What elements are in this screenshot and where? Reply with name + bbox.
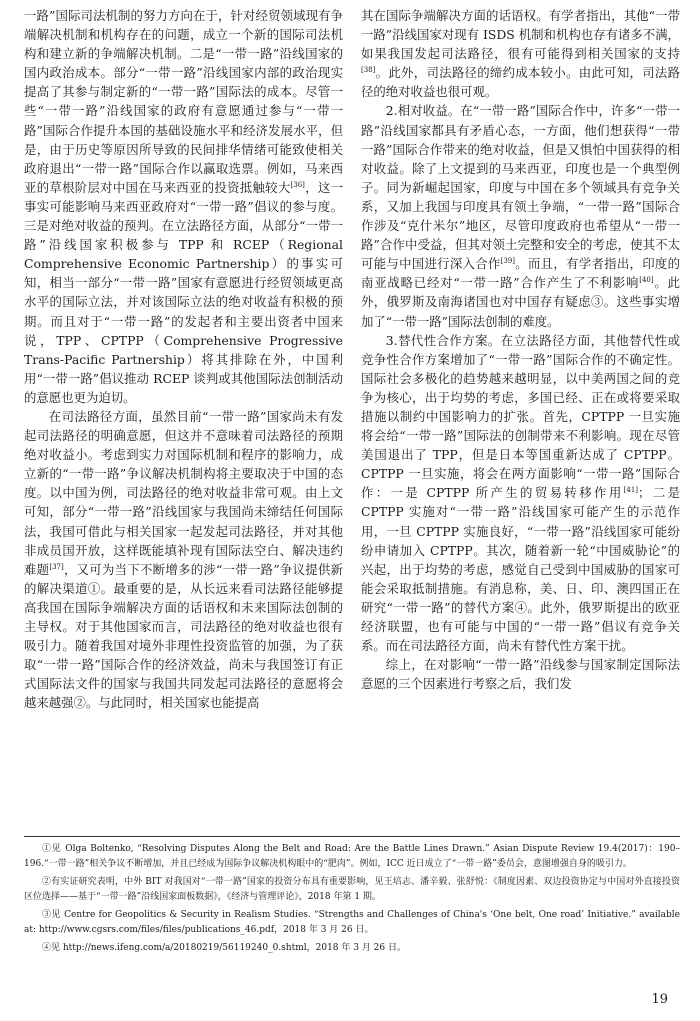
footnote-2: ②有实证研究表明，中外 BIT 对我国对“一带一路”国家的投资分布具有重要影响，见王培志、潘辛毅、张舒悦：《制度因素、双边投资协定与中国对外直接投资区位选择——基于“一带一路”沿线国家面板数据》，《经济与管理评论》，2018 年第 1 期。 <box>24 877 680 902</box>
citation-marker: [41] <box>623 486 639 495</box>
body-columns <box>24 6 680 831</box>
paper-page <box>24 6 680 1016</box>
footnotes <box>24 842 680 959</box>
citation-marker: [40] <box>639 276 654 285</box>
left-column <box>24 6 343 831</box>
right-column <box>361 6 680 831</box>
footnote-4: ④见 http://news.ifeng.com/a/20180219/56119240_0.shtml，2018 年 3 月 26 日。 <box>42 943 406 953</box>
paragraph-summary: 综上，在对影响“一带一路”沿线参与国家制定国际法意愿的三个因素进行考察之后，我们发 <box>361 657 680 692</box>
paragraph-alternatives: 3.替代性合作方案。在立法路径方面，其他替代性或竞争性合作方案增加了“一带一路”国际合作的不确定性。国际社会多极化的趋势越来越明显，以中美两国之间的竞争为核心，出于均势的考虑，多国已经、正在或将要采取措施以制约中国影响力的扩张。首先，CPTPP 一旦实施将会给“一带一路”国际法的创制带来不利影响。现在尽管美国退出了 TPP，但是日本等国重新达成了 CPTPP。CPTPP 一旦实施，将会在两方面影响“一带一路”国际合作：一是 CPTPP 所产生的贸易转移作用[41]；二是 CPTPP 实施对“一带一路”沿线国家可能产生的示范作用，一旦 CPTPP 实施良好，“一带一路”沿线国家可能纷纷申请加入 CPTPP。其次，随着新一轮“中国威胁论”的兴起，出于均势的考虑，感觉自己受到中国威胁的国家可能会采取抵制措施。有消息称，美、日、印、澳四国正在研究“一带一路”的替代方案④。此外，俄罗斯提出的欧亚经济联盟，也有可能与中国的“一带一路”倡议有竞争关系。而在司法路径方面，尚未有替代性方案干扰。 <box>361 332 680 654</box>
citation-marker: [37] <box>49 562 64 571</box>
footnote-divider <box>24 836 680 837</box>
citation-marker: [38] <box>361 66 376 75</box>
paragraph: 其在国际争端解决方面的话语权。有学者指出，其他“一带一路”沿线国家对现有 ISDS 机制和机构也存有诸多不满，如果我国发起司法路径，很有可能得到相关国家的支持[38]。此外，司法路径的缔约成本较小。由此可知，司法路径的绝对收益也很可观。 <box>361 8 680 100</box>
paragraph: 一路”国际司法机制的努力方向在于，针对经贸领域现有争端解决机制和机构存在的问题，成立一个新的国际司法机构和建立新的争端解决机制。二是“一带一路”沿线国家的国内政治成本。部分“一带一路”沿线国家内部的政治现实提高了其参与制定新的“一带一路”国际法的成本。尽管一些“一带一路”沿线国家的政府有意愿通过参与“一带一路”国际合作提升本国的基础设施水平和经济发展水平，但是，由于历史等原因所导致的民间排华情绪可能致使相关政府退出“一带一路”国际合作以赢取选票。例如，马来西亚的草根阶层对中国在马来西亚的投资抵触较大[36]，这一事实可能影响马来西亚政府对“一带一路”倡议的参与度。三是对绝对收益的预判。在立法路径方面，从部分“一带一路”沿线国家积极参与 TPP 和 RCEP（Regional Comprehensive Economic Partnership）的事实可知，相当一部分“一带一路”国家有意愿进行经贸领域更高水平的国际立法，并对该国际立法的绝对收益有积极的预期。而且对于“一带一路”的发起者和主要出资者中国来说，TPP、CPTPP（Comprehensive Progressive Trans-Pacific Partnership）将其排除在外，中国利用“一带一路”倡议推动 RCEP 谈判或其他国际法创制活动的意愿也更为迫切。 <box>24 8 343 405</box>
page-number: 19 <box>651 992 668 1007</box>
footnote-1: ①见 Olga Boltenko, “Resolving Disputes Along the Belt and Road: Are the Battle Lines Drawn.” Asian Dispute Review 19.4(2017)：190–196.“一带一路”相关争议不断增加，并且已经成为国际争议解决机构眼中的“肥肉”。例如，ICC 近日成立了“一带一路”委员会，意图增强自身的吸引力。 <box>24 844 680 869</box>
paragraph: 在司法路径方面，虽然目前“一带一路”国家尚未有发起司法路径的明确意愿，但这并不意味着司法路径的预期绝对收益小。考虑到实力对国际机制和程序的影响力，成立新的“一带一路”争议解决机制构将主要取决于中国的态度。以中国为例，司法路径的绝对收益非常可观。由上文可知，部分“一带一路”沿线国家与我国尚未缔结任何国际法，我国可借此与相关国家一起发起司法路径，并对其他非成员国开放，这样既能填补现有国际法空白、解决违约难题[37]，又可为当下不断增多的涉“一带一路”争议提供新的解决渠道①。最重要的是，从长远来看司法路径能够提高我国在国际争端解决方面的话语权和未来国际法创制的主导权。对于其他国家而言，司法路径的绝对收益也很有吸引力。随着我国对境外非理性投资监管的加强，为了获取“一带一路”国际合作的经济效益，尚未与我国签订有正式国际法文件的国家与我国共同发起司法路径的意愿将会越来越强②。与此同时，相关国家也能提高 <box>24 408 343 711</box>
citation-marker: [39] <box>500 257 515 266</box>
paragraph-relative-gain: 2.相对收益。在“一带一路”国际合作中，许多“一带一路”沿线国家都具有矛盾心态，一方面，他们想获得“一带一路”国际合作带来的绝对收益，但是又惧怕中国获得的相对收益。除了上文提到的马来西亚，印度也是一个典型例子。同为新崛起国家，印度与中国在多个领域具有竞争关系，又加上我国与印度具有领土争端，“一带一路”国际合作涉及“克什米尔”地区，尽管印度政府也希望从“一带一路”合作中受益，但其对领土完整和安全的考虑，使其不太可能与中国进行深入合作[39]。而且，有学者指出，印度的南亚战略已经对“一带一路”合作产生了不利影响[40]。此外，俄罗斯及南海诸国也对中国存有疑虑③。这些事实增加了“一带一路”国际法创制的难度。 <box>361 103 680 329</box>
citation-marker: [36] <box>290 180 305 189</box>
footnote-3: ③见 Centre for Geopolitics & Security in Realism Studies. “Strengths and Challenges of China's ‘One belt, One road’ Initiative.” available at: http://www.cgsrs.com/files/files/publications_46.pdf，2018 年 3 月 26 日。 <box>24 910 680 935</box>
